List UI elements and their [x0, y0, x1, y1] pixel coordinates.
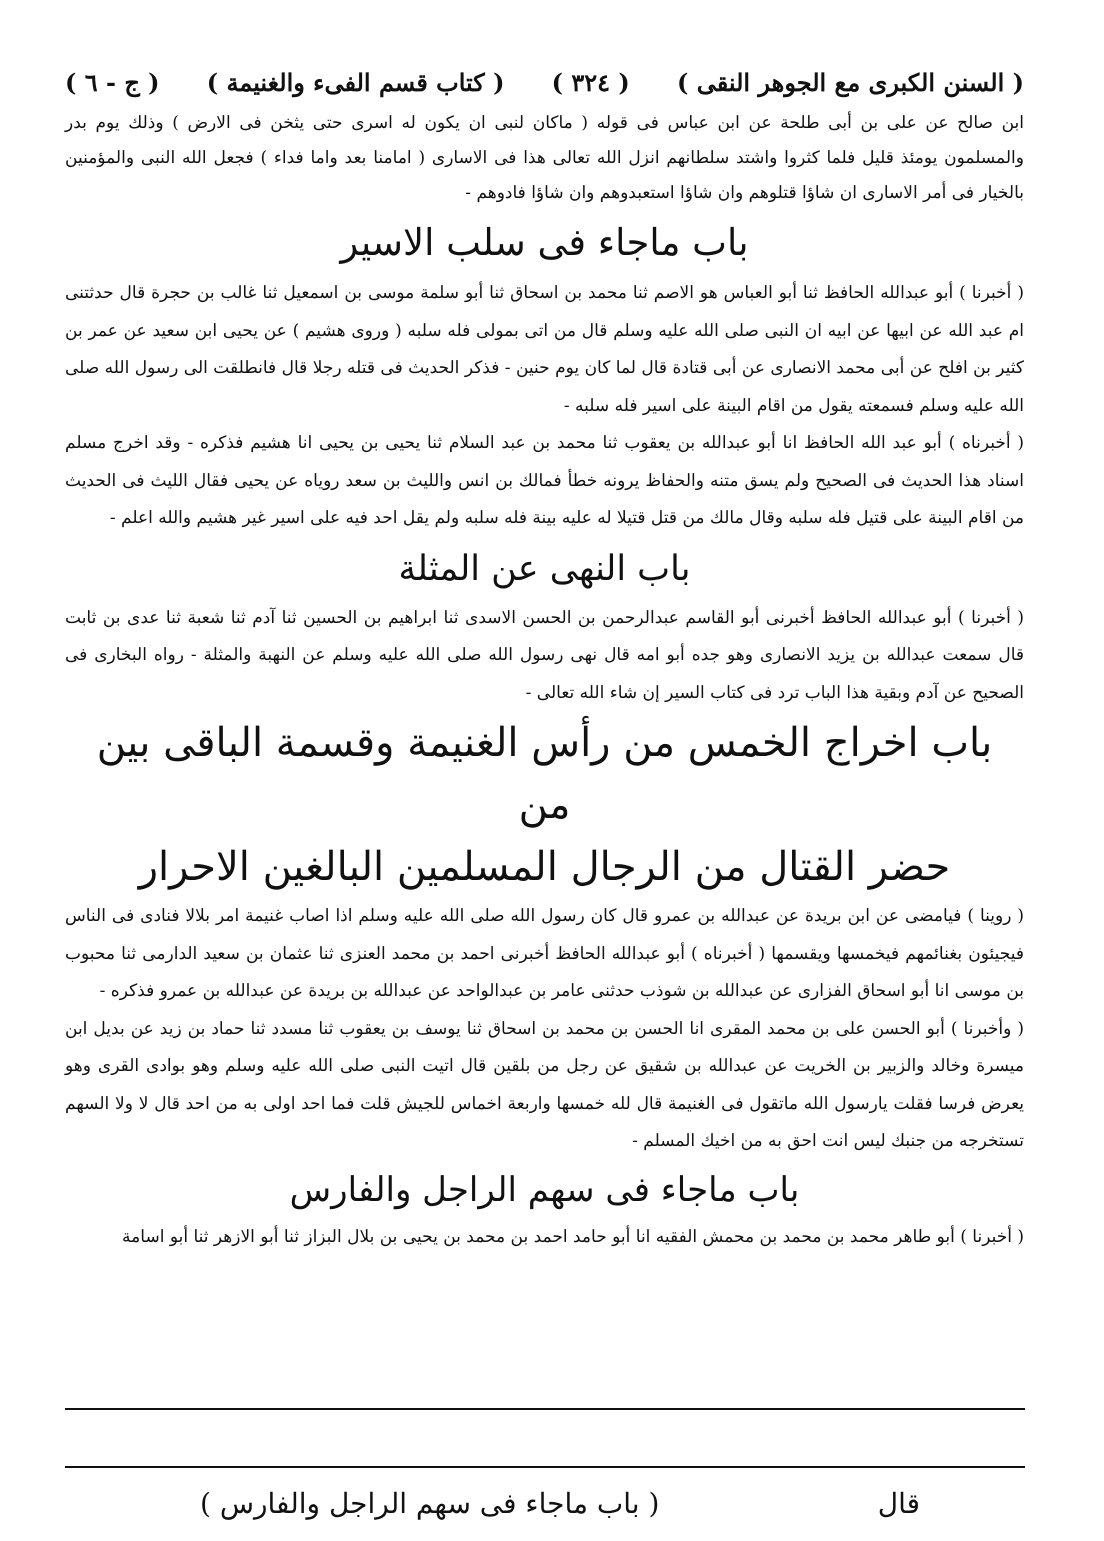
section-heading-cavalry-share: باب ماجاء فى سهم الراجل والفارس — [289, 1169, 800, 1210]
page-number: ( ٣٢٤ ) — [551, 67, 630, 97]
footnote — [200, 1478, 920, 1528]
book-title: ( السنن الكبرى مع الجوهر النقى ) — [676, 67, 1024, 97]
running-header — [65, 58, 1024, 106]
intro-paragraph: ابن صالح عن على بن أبى طلحة عن ابن عباس فى قوله ( ماكان لنبى ان يكون له اسرى حتى يثخن فى الارض ) وذلك يوم بدر والمسلمون يومئذ قليل فلما كثروا واشتد سلطانهم انزل الله تعالى هذا فى الاسارى ( امامنا بعد واما فداء ) فجعل الله النبى والمؤمنين بالخيار فى أمر الاسارى ان شاؤا قتلوهم وان شاؤا استعبدوهم وان شاؤا فادوهم - — [65, 113, 1024, 203]
section-heading-khums-line-2: حضر القتال من الرجال المسلمين البالغين الاحرار — [138, 844, 951, 890]
text-bottom-rule — [65, 1408, 1025, 1410]
section1-paragraph-1: ( أخبرنا ) أبو عبدالله الحافظ ثنا أبو العباس هو الاصم ثنا محمد بن اسحاق ثنا أبو سلمة موسى بن اسمعيل ثنا غالب بن حجرة قال حدثتنى ام عبد الله عن ابيها عن ابيه ان النبى صلى الله عليه وسلم قال من اتى بمولى فله سلبه ( وروى هشيم ) عن يحيى ابن سعيد عن عمر بن كثير بن افلح عن أبى محمد الانصارى عن أبى قتادة قال لما كان يوم حنين - فذكر الحديث فى قتله رجلا قال فانطلقت الى رسول الله صلى الله عليه وسلم فسمعته يقول من اقام البينة على اسير فله سلبه - — [65, 283, 1024, 416]
section2-paragraph-1: ( أخبرنا ) أبو عبدالله الحافظ أخبرنى أبو القاسم عبدالرحمن بن الحسن الاسدى ثنا ابراهيم بن الحسين ثنا آدم ثنا شعبة ثنا عدى بن ثابت قال سمعت عبدالله بن يزيد الانصارى وهو جده أبو امه قال نهى رسول الله صلى الله عليه وسلم عن النهبة والمثلة - رواه البخارى فى الصحيح عن آدم وبقية هذا الباب ترد فى كتاب السير إن شاء الله تعالى - — [65, 607, 1024, 703]
footnote-label: قال — [877, 1486, 920, 1520]
section-heading-khums-line-1: باب اخراج الخمس من رأس الغنيمة وقسمة الباقى بين من — [96, 720, 993, 828]
section3-paragraph-2: ( وأخبرنا ) أبو الحسن على بن محمد المقرى انا الحسن بن محمد بن اسحاق ثنا يوسف بن يعقوب ثنا مسدد ثنا حماد بن زيد عن بديل ابن ميسرة وخالد والزبير بن الخريت عن عبدالله بن شقيق عن رجل من بلقين قال اتيت النبى صلى الله عليه وسلم وهو بوادى القرى وهو يعرض فرسا فقلت يارسول الله ماتقول فى الغنيمة قال لله خمسها واربعة اخماس للجيش قلت فما احد اولى به من احد قال لا ولا السهم تستخرجه من جنبك ليس انت احق به من اخيك المسلم - — [65, 1018, 1024, 1151]
section-heading-mutilation: باب النهى عن المثلة — [398, 548, 691, 589]
volume-number: ( ج - ٦ ) — [65, 67, 160, 97]
footnote-separator-rule — [65, 1466, 1025, 1468]
section4-paragraph-1: ( أخبرنا ) أبو طاهر محمد بن محمد بن محمش الفقيه انا أبو حامد احمد بن محمد بن يحيى بن بلال البزاز ثنا أبو الازهر ثنا أبو اسامة — [122, 1226, 1024, 1247]
chapter-title: ( كتاب قسم الفىء والغنيمة ) — [206, 67, 505, 97]
section1-paragraph-2: ( أخبرناه ) أبو عبد الله الحافظ انا أبو عبدالله بن يعقوب ثنا محمد بن عبد السلام ثنا يحيى بن يحيى انا هشيم فذكره - وقد اخرج مسلم اسناد هذا الحديث فى الصحيح ولم يسق متنه والحفاظ يرونه خطأ فمالك بن انس والليث بن سعد روياه عن يحيى فقال الليث فى الحديث من اقام البينة على قتيل فله سلبه وقال مالك من قتل قتيلا له عليه بينة فله سلبه ولم يقل احد فيه على اسير غير هشيم والله اعلم - — [65, 433, 1024, 528]
section-heading-captive-spoils: باب ماجاء فى سلب الاسير — [340, 221, 749, 264]
footnote-reference: ( باب ماجاء فى سهم الراجل والفارس ) — [200, 1486, 660, 1520]
section3-paragraph-1: ( روينا ) فيامضى عن ابن بريدة عن عبدالله بن عمرو قال كان رسول الله صلى الله عليه وسلم اذا اصاب غنيمة امر بلالا فنادى فى الناس فيجيئون بغنائمهم فيخمسها ويقسمها ( أخبرناه ) أبو عبدالله الحافظ أخبرنى احمد بن محمد العنزى ثنا عثمان بن سعيد الدارمى ثنا محبوب بن موسى انا أبو اسحاق الفزارى عن عبدالله بن شوذب حدثنى عامر بن عبدالواحد عن عبدالله بن بريدة عن عبدالله بن عمرو فذكره - — [65, 906, 1024, 1001]
